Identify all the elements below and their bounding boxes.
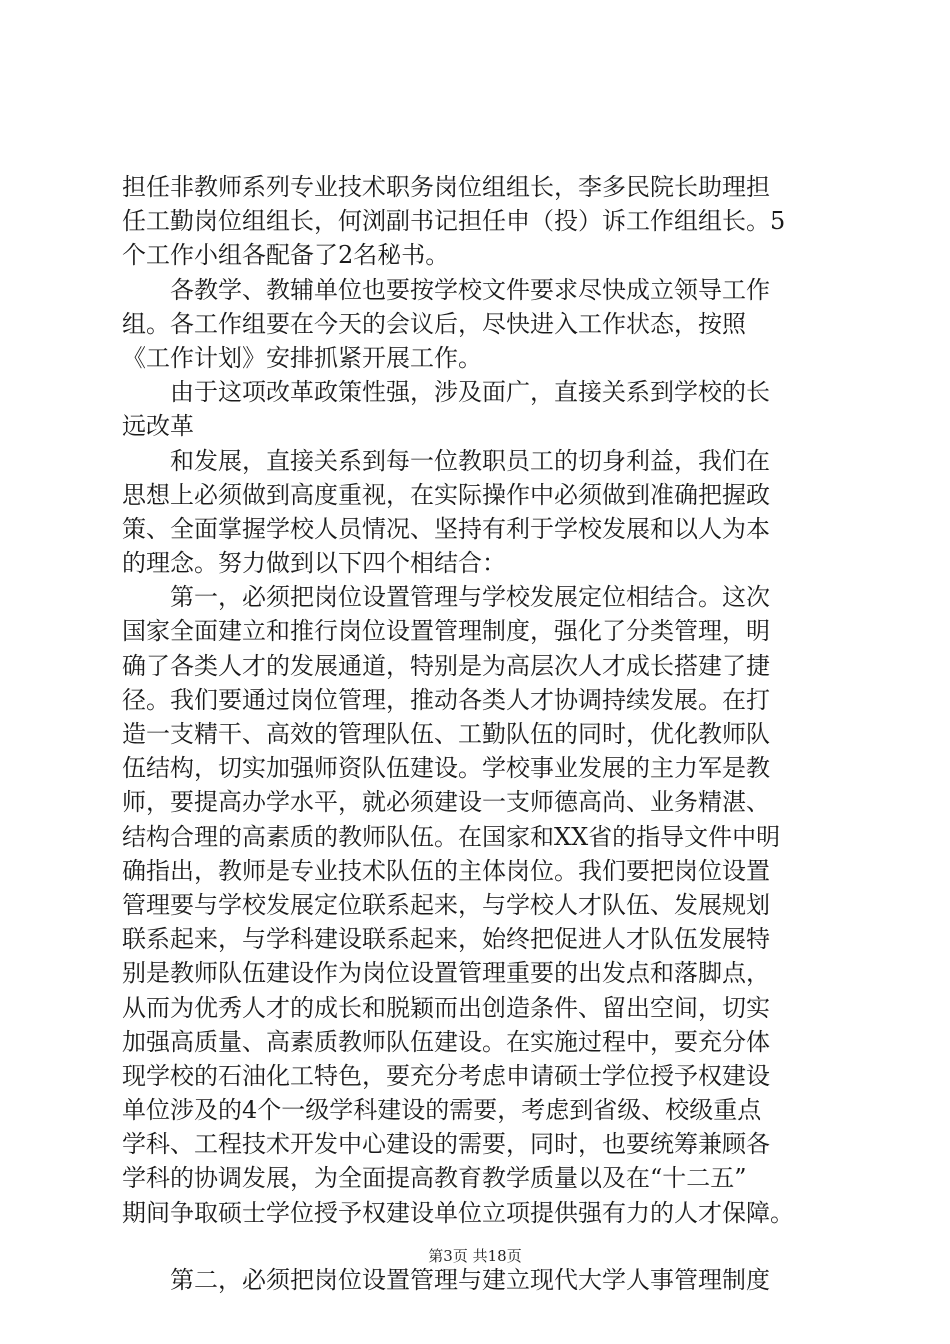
paragraph-start-line: 第一，必须把岗位设置管理与学校发展定位相结合。这次 <box>170 583 770 612</box>
text-line: 伍结构，切实加强师资队伍建设。学校事业发展的主力军是教 <box>122 754 770 783</box>
text-line: 《工作计划》安排抓紧开展工作。 <box>122 343 482 372</box>
text-line: 加强高质量、高素质教师队伍建设。在实施过程中，要充分体 <box>122 1027 770 1056</box>
text-line: 结构合理的高素质的教师队伍。在国家和XX省的指导文件中明 <box>122 822 781 851</box>
text-line: 策、全面掌握学校人员情况、坚持有利于学校发展和以人为本 <box>122 514 770 543</box>
paragraph-start-line: 和发展，直接关系到每一位教职员工的切身利益，我们在 <box>170 446 770 475</box>
paragraph-start-line: 由于这项改革政策性强，涉及面广，直接关系到学校的长 <box>170 378 770 407</box>
text-line: 别是教师队伍建设作为岗位设置管理重要的出发点和落脚点， <box>122 959 770 988</box>
text-line: 任工勤岗位组组长，何浏副书记担任申（投）诉工作组组长。5 <box>122 207 786 236</box>
text-line: 个工作小组各配备了2名秘书。 <box>122 241 450 270</box>
text-line: 组。各工作组要在今天的会议后，尽快进入工作状态，按照 <box>122 309 746 338</box>
text-line: 期间争取硕士学位授予权建设单位立项提供强有力的人才保障。 <box>122 1198 794 1227</box>
text-line: 担任非教师系列专业技术职务岗位组组长，李多民院长助理担 <box>122 173 770 201</box>
text-line: 学科的协调发展，为全面提高教育教学质量以及在“十二五” <box>122 1164 747 1193</box>
text-line: 思想上必须做到高度重视，在实际操作中必须做到准确把握政 <box>122 480 770 509</box>
text-line: 确指出，教师是专业技术队伍的主体岗位。我们要把岗位设置 <box>122 856 770 885</box>
text-line: 远改革 <box>122 412 194 441</box>
text-line: 国家全面建立和推行岗位设置管理制度，强化了分类管理，明 <box>122 617 770 646</box>
page-footer: 第3页 共18页 <box>428 1247 522 1265</box>
text-line: 的理念。努力做到以下四个相结合： <box>122 549 506 578</box>
text-line: 管理要与学校发展定位联系起来，与学校人才队伍、发展规划 <box>122 890 770 919</box>
text-line: 从而为优秀人才的成长和脱颖而出创造条件、留出空间，切实 <box>122 993 770 1022</box>
document-body <box>122 170 834 1297</box>
text-line: 造一支精干、高效的管理队伍、工勤队伍的同时，优化教师队 <box>122 720 770 748</box>
text-line: 联系起来，与学科建设联系起来，始终把促进人才队伍发展特 <box>122 925 770 954</box>
text-line: 师，要提高办学水平，就必须建设一支师德高尚、业务精湛、 <box>122 788 770 817</box>
text-line: 学科、工程技术开发中心建设的需要，同时，也要统筹兼顾各 <box>122 1130 770 1159</box>
text-line: 确了各类人才的发展通道，特别是为高层次人才成长搭建了捷 <box>122 651 770 680</box>
paragraph-start-line: 第二，必须把岗位设置管理与建立现代大学人事管理制度 <box>170 1265 770 1294</box>
text-line: 径。我们要通过岗位管理，推动各类人才协调持续发展。在打 <box>122 685 770 714</box>
text-line: 单位涉及的4个一级学科建设的需要，考虑到省级、校级重点 <box>122 1096 762 1125</box>
paragraph-start-line: 各教学、教辅单位也要按学校文件要求尽快成立领导工作 <box>170 275 770 304</box>
text-line: 现学校的石油化工特色，要充分考虑申请硕士学位授予权建设 <box>122 1061 770 1090</box>
